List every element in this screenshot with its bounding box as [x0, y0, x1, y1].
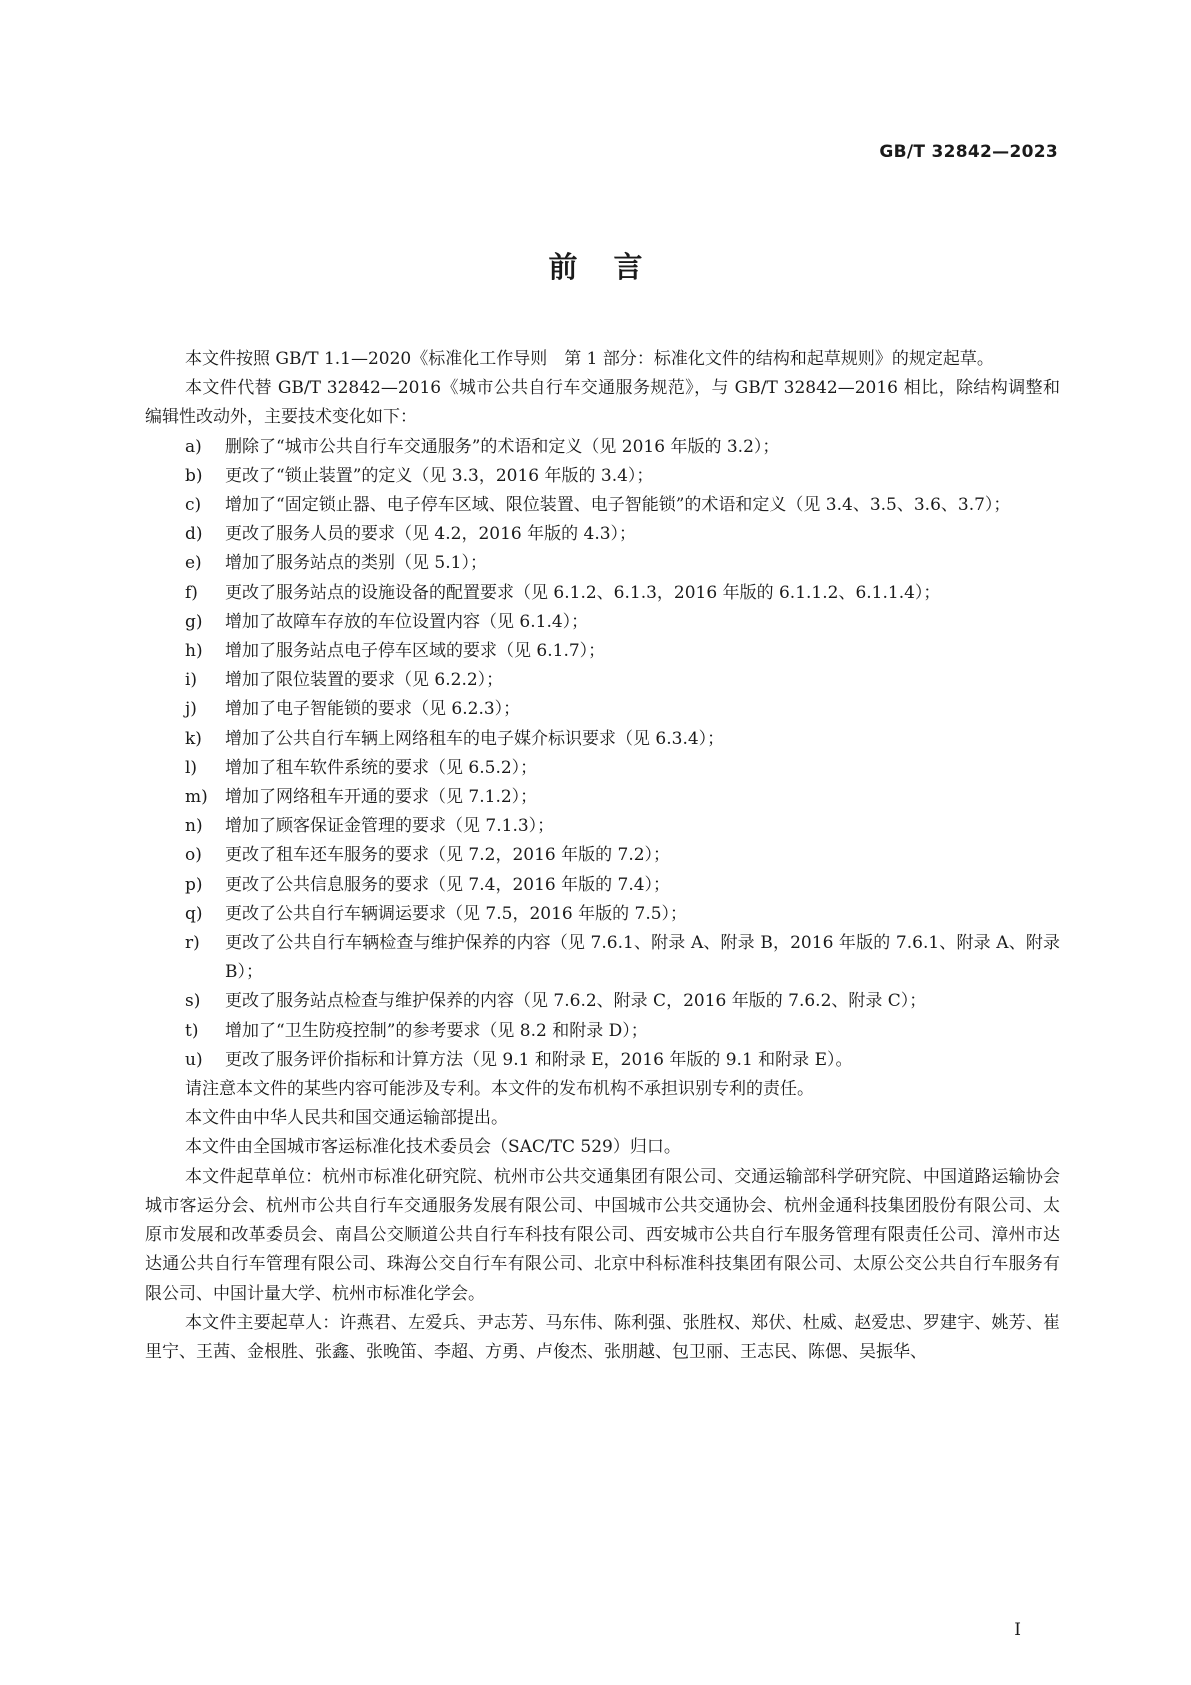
list-item-text: 增加了服务站点电子停车区域的要求（见 6.1.7）；	[225, 641, 606, 662]
list-item	[145, 783, 1060, 812]
list-item	[145, 549, 1060, 578]
list-item	[145, 900, 1060, 929]
list-item-text: 更改了服务评价指标和计算方法（见 9.1 和附录 E，2016 年版的 9.1 和附录 E）。	[225, 1049, 853, 1070]
list-item-label: f)	[185, 582, 198, 603]
list-item	[145, 929, 1060, 987]
list-item	[145, 608, 1060, 637]
list-item	[145, 491, 1060, 520]
list-item	[145, 520, 1060, 549]
list-item-label: p)	[185, 874, 203, 895]
list-item-label: r)	[185, 933, 200, 954]
list-item-text: 更改了服务人员的要求（见 4.2，2016 年版的 4.3）；	[225, 524, 637, 545]
list-item-label: g)	[185, 611, 203, 632]
list-item	[145, 1017, 1060, 1046]
paragraph: 本文件由中华人民共和国交通运输部提出。	[185, 1108, 508, 1129]
list-item	[145, 754, 1060, 783]
list-item-text: 增加了电子智能锁的要求（见 6.2.3）；	[225, 699, 521, 720]
list-item-text: 增加了“固定锁止器、电子停车区域、限位装置、电子智能锁”的术语和定义（见 3.4、3.5、3.6、3.7）；	[225, 495, 1011, 516]
list-item-label: t)	[185, 1020, 199, 1041]
paragraph: 本文件由全国城市客运标准化技术委员会（SAC/TC 529）归口。	[185, 1137, 681, 1158]
list-item-label: q)	[185, 903, 203, 924]
list-item-text: 增加了顾客保证金管理的要求（见 7.1.3）；	[225, 816, 555, 837]
list-item-label: i)	[185, 670, 198, 691]
list-item-label: b)	[185, 465, 203, 486]
list-item-label: o)	[185, 845, 202, 866]
list-item	[145, 666, 1060, 695]
list-item-text: 删除了“城市公共自行车交通服务”的术语和定义（见 2016 年版的 3.2）；	[225, 436, 780, 457]
list-item	[145, 433, 1060, 462]
list-item	[145, 1046, 1060, 1075]
list-item-label: d)	[185, 524, 203, 545]
list-item	[145, 695, 1060, 724]
list-item-text: 增加了公共自行车辆上网络租车的电子媒介标识要求（见 6.3.4）；	[225, 728, 725, 749]
list-item-label: n)	[185, 816, 203, 837]
change-list	[145, 433, 1060, 1075]
list-item-text: 更改了公共信息服务的要求（见 7.4，2016 年版的 7.4）；	[225, 874, 671, 895]
page-title: 前言	[548, 250, 679, 284]
list-item-text: 增加了租车软件系统的要求（见 6.5.2）；	[225, 757, 538, 778]
list-item-text: 增加了限位装置的要求（见 6.2.2）；	[225, 670, 504, 691]
drafting-units-paragraph: 本文件起草单位：杭州市标准化研究院、杭州市公共交通集团有限公司、交通运输部科学研究院、中国道路运输协会城市客运分会、杭州市公共自行车交通服务发展有限公司、中国城市公共交通协会、杭州金通科技集团股份有限公司、太原市发展和改革委员会、南昌公交顺道公共自行车科技有限公司、西安城市公共自行车服务管理有限责任公司、漳州市达达通公共自行车管理有限公司、珠海公交自行车有限公司、北京中科标准科技集团有限公司、太原公交公共自行车服务有限公司、中国计量大学、杭州市标准化学会。	[145, 1166, 1060, 1304]
paragraph: 本文件代替 GB/T 32842—2016《城市公共自行车交通服务规范》，与 GB/T 32842—2016 相比，除结构调整和编辑性改动外，主要技术变化如下：	[145, 378, 1060, 428]
list-item-label: s)	[185, 991, 201, 1012]
list-item-label: m)	[185, 787, 208, 808]
list-item	[145, 841, 1060, 870]
page-number: I	[1014, 1620, 1021, 1640]
list-item	[145, 987, 1060, 1016]
list-item	[145, 579, 1060, 608]
list-item-text: 更改了租车还车服务的要求（见 7.2，2016 年版的 7.2）；	[225, 845, 671, 866]
paragraph: 本文件按照 GB/T 1.1—2020《标准化工作导则 第 1 部分：标准化文件的结构和起草规则》的规定起草。	[185, 349, 994, 369]
list-item-text: 更改了服务站点检查与维护保养的内容（见 7.6.2、附录 C，2016 年版的 7.6.2、附录 C）；	[225, 991, 927, 1012]
list-item-text: 增加了“卫生防疫控制”的参考要求（见 8.2 和附录 D）；	[225, 1020, 648, 1041]
paragraph: 请注意本文件的某些内容可能涉及专利。本文件的发布机构不承担识别专利的责任。	[185, 1079, 814, 1100]
list-item	[145, 462, 1060, 491]
list-item-label: h)	[185, 641, 203, 662]
list-item	[145, 725, 1060, 754]
list-item-text: 增加了服务站点的类别（见 5.1）；	[225, 553, 487, 574]
list-item-label: j)	[185, 699, 197, 720]
list-item	[145, 871, 1060, 900]
list-item	[145, 812, 1060, 841]
list-item-text: 更改了公共自行车辆调运要求（见 7.5，2016 年版的 7.5）；	[225, 903, 688, 924]
list-item	[145, 637, 1060, 666]
drafters-paragraph: 本文件主要起草人：许燕君、左爱兵、尹志芳、马东伟、陈利强、张胜权、郑伏、杜威、赵爱忠、罗建宇、姚芳、崔里宁、王茜、金根胜、张鑫、张晚笛、李超、方勇、卢俊杰、张朋越、包卫丽、王志民、陈偲、吴振华、	[145, 1312, 1060, 1362]
list-item-text: 更改了“锁止装置”的定义（见 3.3，2016 年版的 3.4）；	[225, 465, 654, 486]
list-item-label: l)	[185, 757, 198, 778]
list-item-label: e)	[185, 553, 202, 574]
list-item-text: 增加了故障车存放的车位设置内容（见 6.1.4）；	[225, 611, 589, 632]
standard-number: GB/T 32842—2023	[879, 142, 1058, 162]
body-text	[145, 345, 1060, 1367]
list-item-label: c)	[185, 495, 202, 516]
list-item-label: a)	[185, 436, 202, 457]
list-item-text: 更改了服务站点的设施设备的配置要求（见 6.1.2、6.1.3，2016 年版的 6.1.1.2、6.1.1.4）；	[225, 582, 941, 603]
list-item-label: u)	[185, 1049, 203, 1070]
list-item-label: k)	[185, 728, 202, 749]
list-item-text: 增加了网络租车开通的要求（见 7.1.2）；	[225, 787, 538, 808]
list-item-text: 更改了公共自行车辆检查与维护保养的内容（见 7.6.1、附录 A、附录 B，2016 年版的 7.6.1、附录 A、附录 B）；	[225, 933, 1060, 983]
